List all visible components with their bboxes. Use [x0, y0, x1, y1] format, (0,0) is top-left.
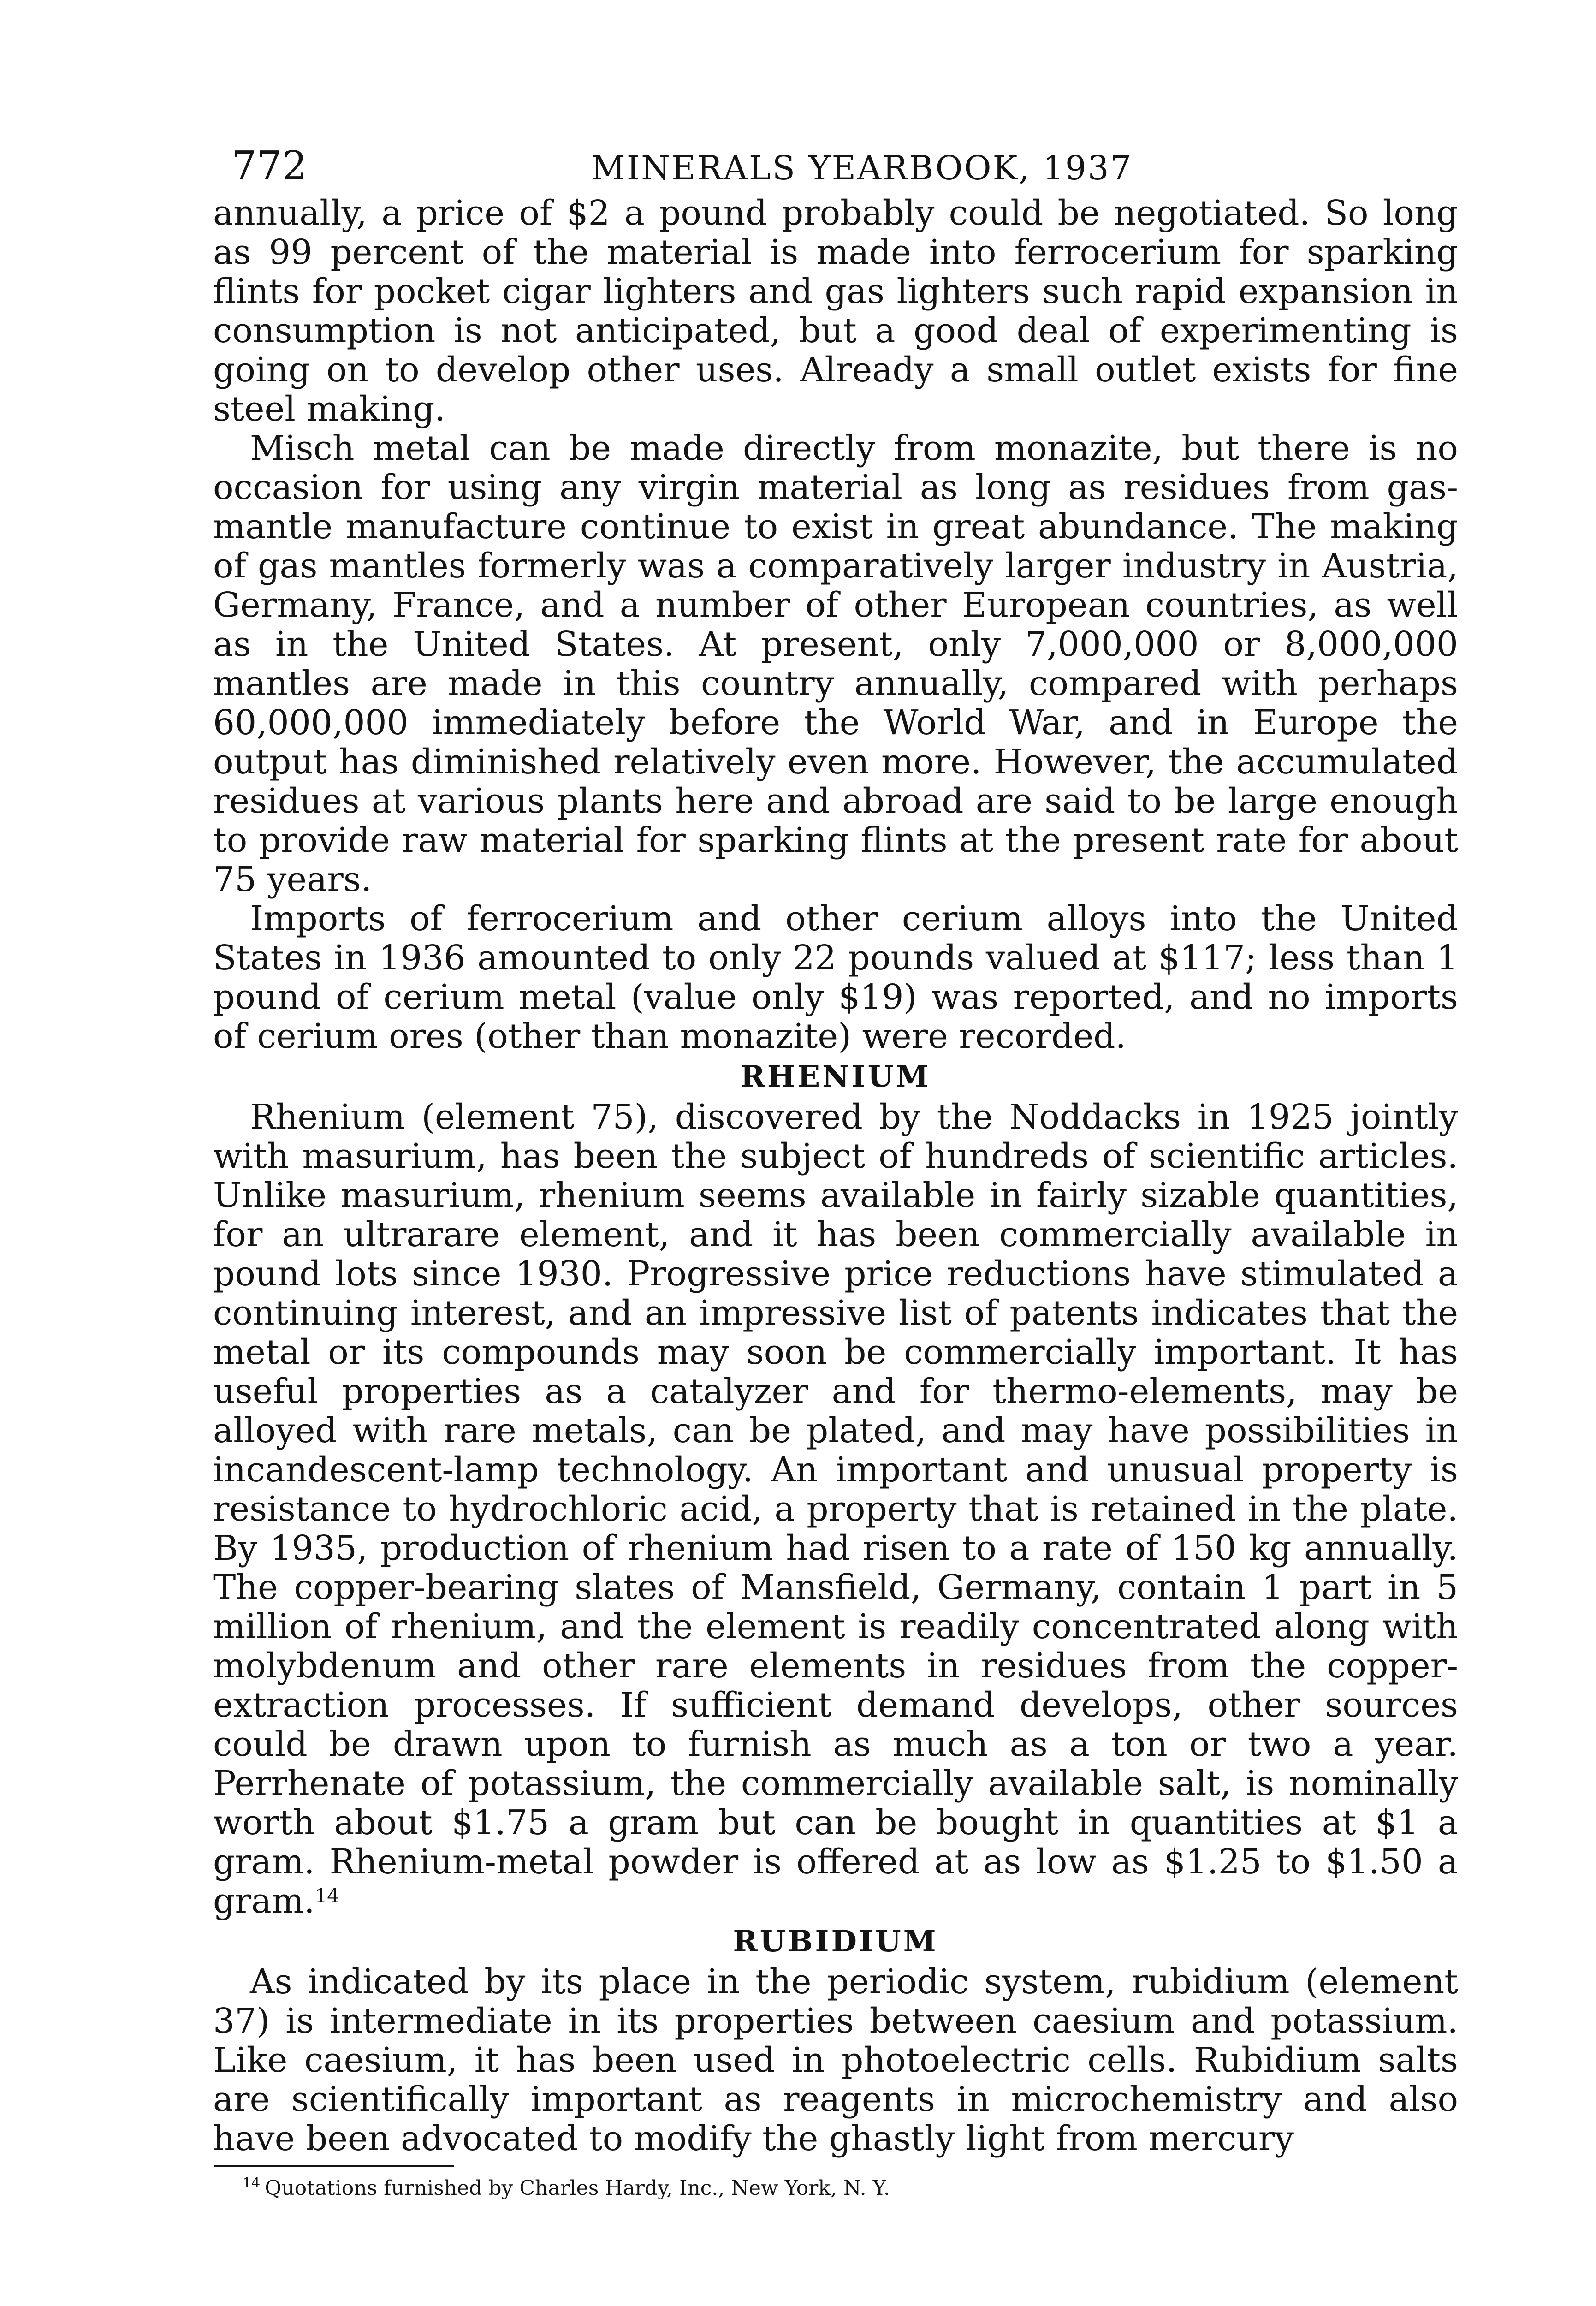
paragraph-intro-3: Imports of ferrocerium and other cerium alloys into the United States in 1936 amounted to only 22 pounds valued at $117; less than 1 pound of cerium metal (value only $19) was reported, and no imports of cerium ores (other than monazite) were recorded.	[213, 899, 1458, 1056]
footnote-divider	[214, 2165, 454, 2167]
section-heading-rubidium: RUBIDIUM	[733, 1924, 938, 1959]
paragraph-rhenium-text: Rhenium (element 75), discovered by the Noddacks in 1925 jointly with masurium, has been the subject of hundreds of scientific articles. Unlike masurium, rhenium seems available in fairly sizable quantities, for an ultrarare element, and it has been commercially available in pound lots since 1930. Progressive price reductions have stimulated a continuing interest, and an impressive list of patents indicates that the metal or its compounds may soon be commercially important. It has useful properties as a catalyzer and for thermo-elements, may be alloyed with rare metals, can be plated, and may have possibilities in incandescent-lamp technology. An important and unusual property is resistance to hydrochloric acid, a property that is retained in the plate. By 1935, production of rhenium had risen to a rate of 150 kg annually. The copper-bearing slates of Mansfield, Germany, contain 1 part in 5 million of rhenium, and the element is readily concentrated along with molybdenum and other rare elements in residues from the copper-extraction processes. If sufficient demand develops, other sources could be drawn upon to furnish as much as a ton or two a year. Perrhenate of potassium, the commercially available salt, is nominally worth about $1.75 a gram but can be bought in quantities at $1 a gram. Rhenium-metal powder is offered at as low as $1.25 to $1.50 a gram.	[213, 1097, 1458, 1921]
document-page	[213, 138, 1458, 2306]
paragraph-intro-1: annually, a price of $2 a pound probably could be negotiated. So long as 99 percent of the material is made into ferrocerium for sparking flints for pocket cigar lighters and gas lighters such rapid expansion in consumption is not anticipated, but a good deal of experimenting is going on to develop other uses. Already a small outlet exists for fine steel making.	[213, 193, 1458, 429]
section-heading-rhenium: RHENIUM	[740, 1059, 931, 1094]
paragraph-rhenium	[213, 1098, 1458, 1921]
footnote	[213, 2175, 1458, 2201]
page-number: 772	[231, 143, 308, 189]
footnote-text: Quotations furnished by Charles Hardy, Inc., New York, N. Y.	[265, 2176, 890, 2200]
footnote-reference[interactable]: 14	[314, 1884, 340, 1907]
footnote-marker: 14	[243, 2175, 261, 2191]
paragraph-rubidium: As indicated by its place in the periodic system, rubidium (element 37) is intermediate in its properties between caesium and potassium. Like caesium, it has been used in photoelectric cells. Rubidium salts are scientifically important as reagents in microchemistry and also have been advocated to modify the ghastly light from mercury	[213, 1962, 1458, 2158]
paragraph-intro-2: Misch metal can be made directly from monazite, but there is no occasion for using any virgin material as long as residues from gas-mantle manufacture continue to exist in great abundance. The making of gas mantles formerly was a comparatively larger industry in Austria, Germany, France, and a number of other European countries, as well as in the United States. At present, only 7,000,000 or 8,000,000 mantles are made in this country annually, compared with perhaps 60,000,000 immediately before the World War, and in Europe the output has diminished relatively even more. However, the accumulated residues at various plants here and abroad are said to be large enough to provide raw material for sparking flints at the present rate for about 75 years.	[213, 428, 1458, 899]
running-head	[213, 138, 1458, 194]
running-head-title: MINERALS YEARBOOK, 1937	[591, 149, 1133, 187]
